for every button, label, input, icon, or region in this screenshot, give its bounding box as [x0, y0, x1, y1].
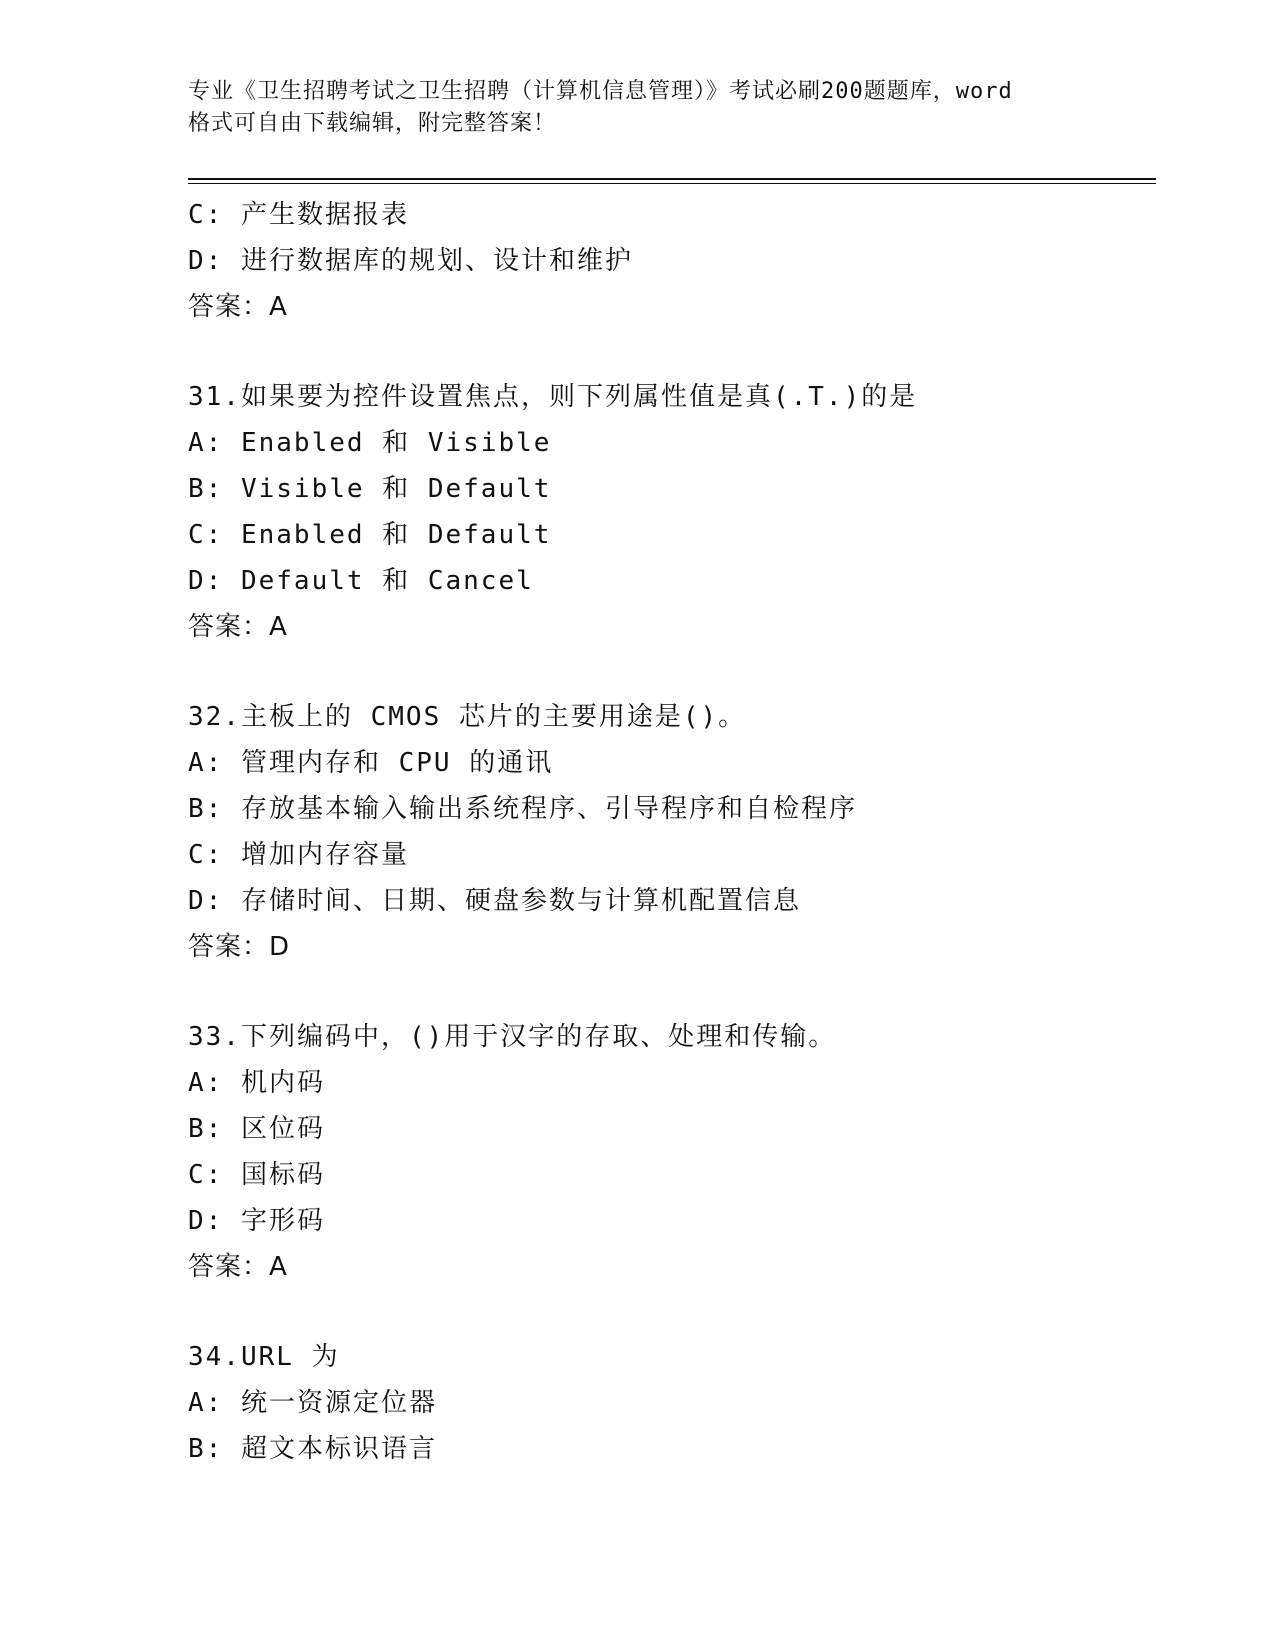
option-a: A: 统一资源定位器 [188, 1388, 437, 1418]
spacer [188, 1290, 1148, 1334]
question-33 [188, 1014, 1148, 1290]
option-d: D: Default 和 Cancel [188, 566, 534, 596]
option-c: C: Enabled 和 Default [188, 520, 552, 550]
question-31 [188, 374, 1148, 650]
option-b: B: Visible 和 Default [188, 474, 552, 504]
question-stem: 34.URL 为 [188, 1342, 340, 1372]
question-stem: 31.如果要为控件设置焦点，则下列属性值是真(.T.)的是 [188, 382, 918, 412]
question-partial [188, 192, 1148, 330]
spacer [188, 970, 1148, 1014]
option-a: A: Enabled 和 Visible [188, 428, 552, 458]
option-b: B: 区位码 [188, 1114, 325, 1144]
option-c: C: 增加内存容量 [188, 840, 409, 870]
question-34 [188, 1334, 1148, 1472]
document-header [188, 76, 1088, 140]
answer-line: 答案：A [188, 612, 288, 642]
answer-line: 答案：A [188, 1252, 288, 1282]
header-line-2: 格式可自由下载编辑，附完整答案！ [188, 111, 557, 136]
option-a: A: 机内码 [188, 1068, 325, 1098]
spacer [188, 650, 1148, 694]
answer-line: 答案：A [188, 292, 288, 322]
option-a: A: 管理内存和 CPU 的通讯 [188, 748, 554, 778]
option-c: C: 产生数据报表 [188, 200, 409, 230]
option-b: B: 存放基本输入输出系统程序、引导程序和自检程序 [188, 794, 857, 824]
question-list [188, 192, 1148, 1472]
option-d: D: 存储时间、日期、硬盘参数与计算机配置信息 [188, 886, 801, 916]
header-rule-thin [188, 183, 1156, 184]
option-d: D: 进行数据库的规划、设计和维护 [188, 246, 633, 276]
question-stem: 33.下列编码中，()用于汉字的存取、处理和传输。 [188, 1022, 837, 1052]
spacer [188, 330, 1148, 374]
header-line-1: 专业《卫生招聘考试之卫生招聘（计算机信息管理）》考试必刷200题题库，word [188, 79, 1013, 104]
option-c: C: 国标码 [188, 1160, 325, 1190]
header-rule-thick [188, 178, 1156, 180]
question-stem: 32.主板上的 CMOS 芯片的主要用途是()。 [188, 702, 747, 732]
question-32 [188, 694, 1148, 970]
option-b: B: 超文本标识语言 [188, 1434, 437, 1464]
option-d: D: 字形码 [188, 1206, 325, 1236]
answer-line: 答案：D [188, 932, 291, 962]
